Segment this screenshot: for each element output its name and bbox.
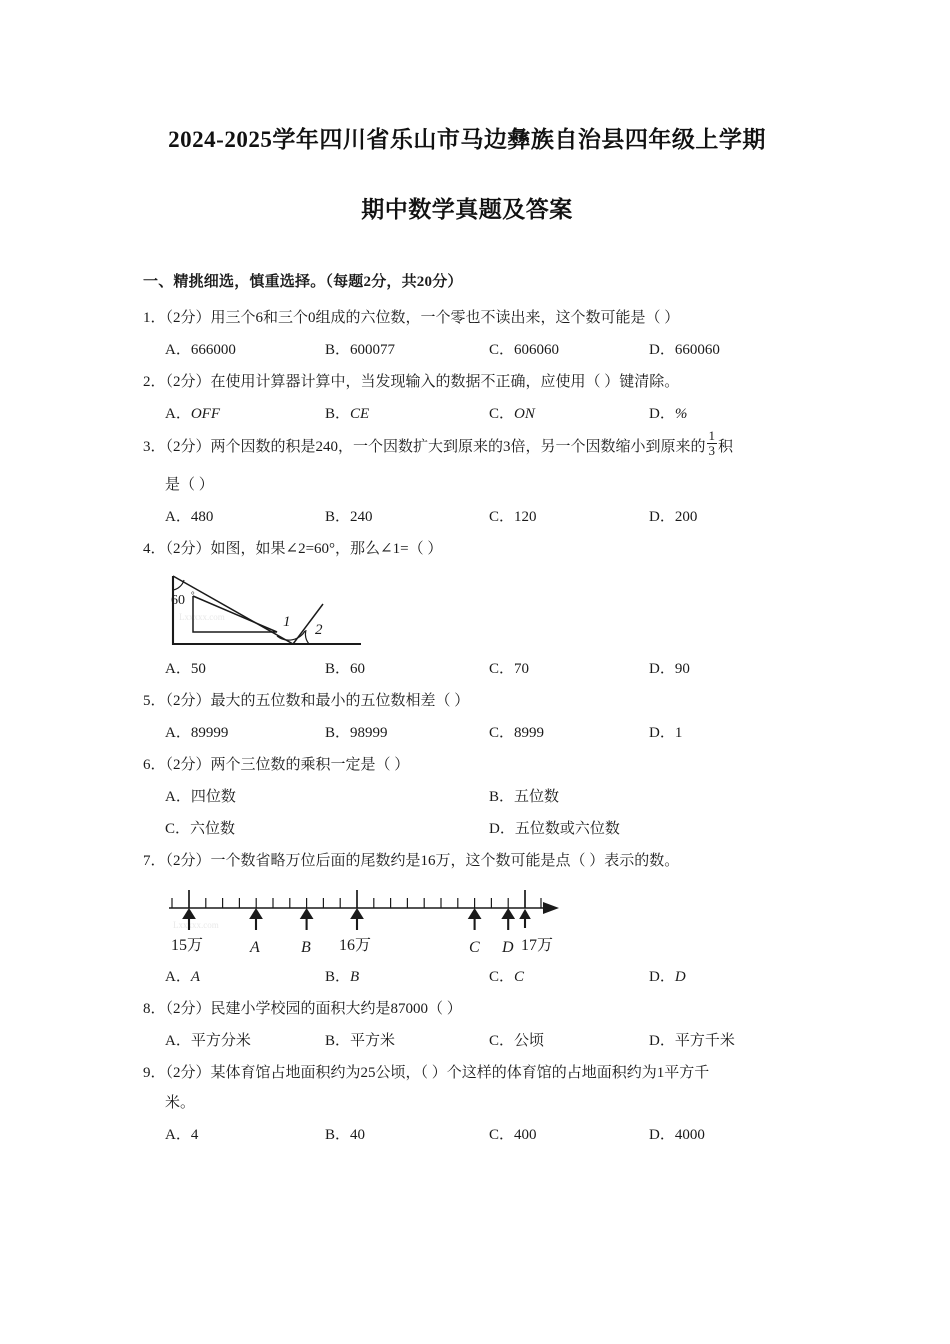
question-7-option-a-label: A． <box>165 968 191 985</box>
numberline-label-D: D <box>502 938 514 956</box>
question-8 <box>143 994 791 1056</box>
question-1-number: 1． <box>143 310 166 326</box>
question-9-options <box>143 1120 791 1150</box>
question-9 <box>143 1058 791 1150</box>
question-6-number: 6． <box>143 756 166 773</box>
question-3-options <box>143 502 791 532</box>
question-5-option-a[interactable]: A．89999 <box>165 724 229 741</box>
question-3-score: （2分） <box>165 438 211 455</box>
question-1-score: （2分） <box>165 310 211 326</box>
question-4-option-a[interactable]: A．50 <box>165 660 206 677</box>
question-2 <box>143 367 791 429</box>
title-line-1: 2024-2025学年四川省乐山市马边彝族自治县四年级上学期 <box>168 127 766 152</box>
question-7-option-a-value: A <box>190 968 201 985</box>
question-9-stem-line2: 米。 <box>165 1094 196 1111</box>
question-7-option-b-label: B． <box>325 968 351 985</box>
numberline-label-17wan: 17万 <box>521 936 554 954</box>
question-7-stem <box>143 846 791 876</box>
question-7-score: （2分） <box>165 852 211 869</box>
question-2-score: （2分） <box>165 374 211 390</box>
question-3-stem-line2: 是（ ） <box>165 476 214 493</box>
numberline-label-16wan: 16万 <box>339 936 372 954</box>
question-2-number: 2． <box>143 374 166 390</box>
question-3-option-d[interactable]: D．200 <box>649 508 698 525</box>
question-9-text-line1: 某体育馆占地面积约为25公顷，（ ）个这样的体育馆的占地面积约为1平方千 <box>210 1064 710 1081</box>
question-6-options-row-1 <box>143 782 791 812</box>
question-6-options-row-2 <box>143 814 791 844</box>
question-7-option-c-value: C <box>514 968 525 985</box>
page-content <box>143 118 791 1152</box>
question-8-option-b[interactable]: B．平方米 <box>325 1032 396 1049</box>
question-1-options <box>143 335 791 365</box>
question-7-option-d[interactable] <box>649 962 686 992</box>
question-2-option-c-label: C． <box>489 406 515 422</box>
question-5-text: 最大的五位数和最小的五位数相差（ ） <box>210 692 470 709</box>
fraction-numerator: 1 <box>708 428 716 443</box>
question-6 <box>143 750 791 844</box>
question-8-option-a[interactable]: A．平方分米 <box>165 1032 251 1049</box>
question-4-text: 如图，如果∠2=60°，那么∠1=（ ） <box>210 540 443 557</box>
question-7-figure-number-line <box>165 882 791 960</box>
question-5-option-c[interactable]: C．8999 <box>489 724 545 741</box>
watermark-text-2: Lxxxxx.com <box>173 919 219 930</box>
question-4-option-d[interactable]: D．90 <box>649 660 690 677</box>
question-2-option-b-label: B． <box>325 406 351 422</box>
angle-2-label: 2 <box>315 621 323 638</box>
numberline-label-A: A <box>250 938 260 956</box>
question-1-stem <box>143 303 791 333</box>
question-5-score: （2分） <box>165 692 211 709</box>
question-7-option-c[interactable] <box>489 962 524 992</box>
question-3-stem <box>143 428 791 462</box>
question-8-option-c[interactable]: C．公顷 <box>489 1032 545 1049</box>
question-3-option-c[interactable]: C．120 <box>489 508 537 525</box>
question-2-option-d[interactable] <box>649 399 687 429</box>
question-9-option-a[interactable]: A．4 <box>165 1126 199 1143</box>
question-1 <box>143 303 791 365</box>
question-5-option-b[interactable]: B．98999 <box>325 724 388 741</box>
question-5-number: 5． <box>143 692 166 709</box>
question-3-option-b[interactable]: B．240 <box>325 508 373 525</box>
question-9-score: （2分） <box>165 1064 211 1081</box>
numberline-label-C: C <box>469 938 480 956</box>
question-4-stem <box>143 534 791 564</box>
degree-symbol: ° <box>191 589 195 600</box>
question-2-option-c[interactable] <box>489 399 535 429</box>
question-8-text: 民建小学校园的面积大约是87000（ ） <box>210 1000 462 1017</box>
question-8-number: 8． <box>143 1000 166 1017</box>
question-9-option-d[interactable]: D．4000 <box>649 1126 705 1143</box>
fraction-one-third <box>707 429 718 457</box>
question-7-option-a[interactable] <box>165 962 200 992</box>
question-6-option-d[interactable]: D．五位数或六位数 <box>489 820 620 837</box>
question-7 <box>143 846 791 992</box>
question-4-options <box>143 654 791 684</box>
question-7-option-c-label: C． <box>489 968 515 985</box>
question-7-option-d-label: D． <box>649 968 675 985</box>
question-5 <box>143 686 791 748</box>
angle-60-label: 60 <box>171 592 185 608</box>
question-3-text-part2: 积 <box>718 438 734 455</box>
question-6-option-c[interactable]: C．六位数 <box>165 820 236 837</box>
question-9-stem <box>143 1058 791 1088</box>
angle-1-label: 1 <box>283 613 291 630</box>
question-2-option-d-value: % <box>674 406 688 422</box>
question-6-stem <box>143 750 791 780</box>
question-2-option-b[interactable] <box>325 399 369 429</box>
question-5-stem <box>143 686 791 716</box>
title-line-2: 期中数学真题及答案 <box>361 197 573 222</box>
question-7-options <box>143 962 791 992</box>
question-7-option-d-value: D <box>674 968 686 985</box>
question-2-option-a-value: OFF <box>190 406 221 422</box>
question-5-options <box>143 718 791 748</box>
question-2-option-c-value: ON <box>514 406 535 422</box>
question-6-score: （2分） <box>165 756 211 773</box>
question-6-option-a[interactable]: A．四位数 <box>165 788 236 805</box>
question-2-option-d-label: D． <box>649 406 675 422</box>
question-4 <box>143 534 791 684</box>
question-1-text: 用三个6和三个0组成的六位数，一个零也不读出来，这个数可能是（ ） <box>210 310 680 326</box>
question-8-stem <box>143 994 791 1024</box>
question-2-option-a[interactable] <box>165 399 220 429</box>
question-9-option-c[interactable]: C．400 <box>489 1126 537 1143</box>
question-1-option-c[interactable]: C．606060 <box>489 342 560 358</box>
question-4-option-c[interactable]: C．70 <box>489 660 530 677</box>
question-3 <box>143 428 791 532</box>
question-1-option-a[interactable]: A．666000 <box>165 342 236 358</box>
question-1-option-b[interactable]: B．600077 <box>325 342 396 358</box>
question-4-score: （2分） <box>165 540 211 557</box>
watermark-text: Lxxxxx.com <box>179 611 225 622</box>
question-2-option-b-value: CE <box>350 406 370 422</box>
numberline-label-15wan: 15万 <box>171 936 204 954</box>
page-title <box>143 118 791 232</box>
question-9-number: 9． <box>143 1064 166 1081</box>
question-3-option-a[interactable]: A．480 <box>165 508 214 525</box>
question-8-option-d[interactable]: D．平方千米 <box>649 1032 735 1049</box>
question-6-option-b[interactable]: B．五位数 <box>489 788 560 805</box>
question-2-text: 在使用计算器计算中，当发现输入的数据不正确，应使用（ ）键清除。 <box>210 374 680 390</box>
question-4-option-b[interactable]: B．60 <box>325 660 366 677</box>
question-1-option-d[interactable]: D．660060 <box>649 342 720 358</box>
question-8-score: （2分） <box>165 1000 211 1017</box>
question-3-number: 3． <box>143 438 166 455</box>
question-2-options <box>143 399 791 429</box>
question-7-number: 7． <box>143 852 166 869</box>
fraction-denominator: 3 <box>708 442 716 458</box>
question-6-text: 两个三位数的乘积一定是（ ） <box>210 756 410 773</box>
question-4-figure-triangle-ruler <box>165 568 791 652</box>
question-4-number: 4． <box>143 540 166 557</box>
question-7-text: 一个数省略万位后面的尾数约是16万，这个数可能是点（ ）表示的数。 <box>210 852 680 869</box>
question-2-option-a-label: A． <box>165 406 191 422</box>
question-7-option-b[interactable] <box>325 962 359 992</box>
question-7-option-b-value: B <box>350 968 360 985</box>
question-8-options <box>143 1026 791 1056</box>
question-5-option-d[interactable]: D．1 <box>649 724 683 741</box>
question-9-option-b[interactable]: B．40 <box>325 1126 366 1143</box>
question-3-text-part1: 两个因数的积是240，一个因数扩大到原来的3倍，另一个因数缩小到原来的 <box>210 438 706 455</box>
question-2-stem <box>143 367 791 397</box>
numberline-label-B: B <box>301 938 311 956</box>
section-heading-1: 一、精挑细选，慎重选择。（每题2分，共20分） <box>143 274 463 290</box>
